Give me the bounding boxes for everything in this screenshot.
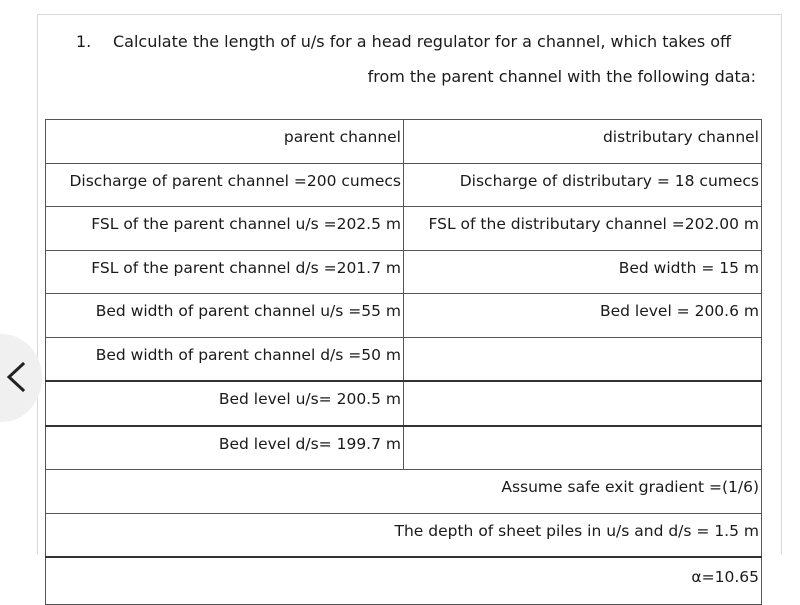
table-row [46,557,762,605]
table-cell-right [404,426,762,470]
table-cell-right: Discharge of distributary = 18 cumecs [404,163,762,207]
header-distributary-channel: distributary channel [404,120,762,164]
question-number: 1. [76,32,92,51]
table-cell-right [404,337,762,381]
table-cell-left: Discharge of parent channel =200 cumecs [46,163,404,207]
table-row [46,426,762,470]
table-cell-right [404,381,762,426]
question-line-1 [76,32,731,51]
table-cell-right: Bed width = 15 m [404,250,762,294]
table-row [46,381,762,426]
table-cell-left: Bed level d/s= 199.7 m [46,426,404,470]
table-row [46,337,762,381]
table-row [46,120,762,164]
question-text-1: Calculate the length of u/s for a head regulator for a channel, which takes off [113,32,732,51]
data-table [45,119,762,605]
sheet-pile-depth-cell: The depth of sheet piles in u/s and d/s = 1.5 m [46,513,762,557]
table-cell-right: Bed level = 200.6 m [404,294,762,338]
alpha-cell: α=10.65 [46,557,762,605]
table-row [46,294,762,338]
exit-gradient-cell: Assume safe exit gradient =(1/6) [46,470,762,514]
table-cell-left: FSL of the parent channel u/s =202.5 m [46,207,404,251]
table-cell-left: Bed width of parent channel u/s =55 m [46,294,404,338]
table-cell-right: FSL of the distributary channel =202.00 m [404,207,762,251]
table-row [46,470,762,514]
table-cell-left: Bed width of parent channel d/s =50 m [46,337,404,381]
table-row [46,207,762,251]
table-cell-left: Bed level u/s= 200.5 m [46,381,404,426]
question-line-2: from the parent channel with the following data: [367,67,756,86]
header-parent-channel: parent channel [46,120,404,164]
table-cell-left: FSL of the parent channel d/s =201.7 m [46,250,404,294]
table-row [46,513,762,557]
table-row [46,250,762,294]
table-row [46,163,762,207]
chevron-left-icon [6,362,26,392]
previous-button[interactable] [0,334,42,422]
